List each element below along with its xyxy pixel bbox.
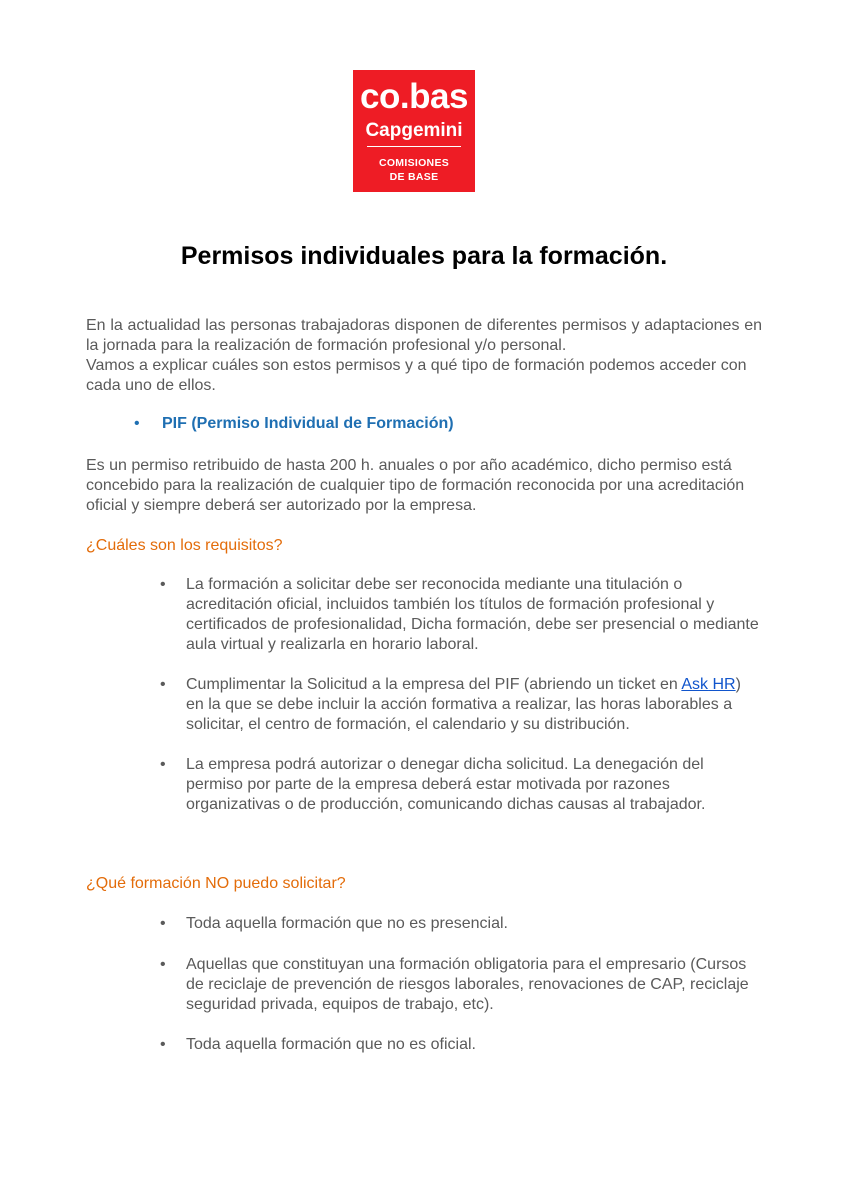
intro-text: En la actualidad las personas trabajadoras disponen de diferentes permisos y adaptaciones en la jornada para la realización de formación profesional y/o personal. bbox=[86, 317, 762, 354]
no-solicitar-item-1: Toda aquella formación que no es presencial. bbox=[186, 915, 508, 932]
logo-divider bbox=[367, 146, 461, 147]
logo-comisiones: COMISIONES bbox=[378, 157, 450, 169]
pif-heading bbox=[134, 414, 454, 434]
bullet-icon: • bbox=[160, 915, 166, 932]
intro-text-2: Vamos a explicar cuáles son estos permisos y a qué tipo de formación podemos acceder con cada uno de ellos. bbox=[86, 357, 747, 394]
ask-hr-link-a: Ask bbox=[681, 676, 709, 693]
bullet-icon: • bbox=[160, 956, 166, 973]
intro-paragraph-2 bbox=[86, 356, 776, 396]
no-solicitar-heading: ¿Qué formación NO puedo solicitar? bbox=[86, 875, 346, 892]
cobas-logo bbox=[353, 70, 475, 192]
requisito-item-2 bbox=[186, 675, 762, 735]
requisito-item-2-text-b: ) en la que se debe incluir la acción formativa a realizar, las horas laborables a solicitar, el centro de formación, el calendario y su distribución. bbox=[186, 676, 741, 733]
bullet-icon: • bbox=[160, 1036, 166, 1053]
logo-line-capgemini: Capgemini bbox=[365, 120, 463, 141]
pif-description: Es un permiso retribuido de hasta 200 h. anuales o por año académico, dicho permiso está concebido para la realización de cualquier tipo de formación reconocida por una acreditación oficial y siempre deberá ser autorizado por la empresa. bbox=[86, 457, 745, 514]
requisito-item-1: La formación a solicitar debe ser reconocida mediante una titulación o acreditación oficial, incluidos también los títulos de formación profesional y certificados de profesionalidad, Dicha formación, debe ser presencial o mediante aula virtual y realizarla en horario laboral. bbox=[186, 576, 759, 653]
ask-hr-link[interactable] bbox=[681, 676, 735, 693]
requisitos-heading: ¿Cuáles son los requisitos? bbox=[86, 537, 283, 554]
logo-de-base: DE BASE bbox=[389, 171, 439, 183]
pif-bullet: • bbox=[134, 415, 140, 432]
no-solicitar-item-3: Toda aquella formación que no es oficial. bbox=[186, 1036, 476, 1053]
bullet-icon: • bbox=[160, 576, 166, 593]
logo-line-comisiones bbox=[353, 156, 475, 184]
requisito-item-2-text-a: Cumplimentar la Solicitud a la empresa del PIF (abriendo un ticket en bbox=[186, 676, 682, 693]
bullet-icon: • bbox=[160, 756, 166, 773]
no-solicitar-item-2: Aquellas que constituyan una formación obligatoria para el empresario (Cursos de reciclaje de prevención de riesgos laborales, renovaciones de CAP, reciclaje seguridad privada, equipos de trabajo, etc). bbox=[186, 956, 749, 1013]
page-title: Permisos individuales para la formación. bbox=[180, 242, 668, 270]
bullet-icon: • bbox=[160, 676, 166, 693]
intro-paragraph bbox=[86, 316, 762, 356]
requisito-item-3: La empresa podrá autorizar o denegar dicha solicitud. La denegación del permiso por parte de la empresa deberá estar motivada por razones organizativas o de producción, comunicando dichas causas al trabajador. bbox=[186, 756, 706, 813]
ask-hr-link-b: HR bbox=[712, 676, 736, 693]
pif-heading-text: PIF (Permiso Individual de Formación) bbox=[162, 415, 454, 432]
logo-line-cobas: co.bas bbox=[360, 77, 468, 116]
